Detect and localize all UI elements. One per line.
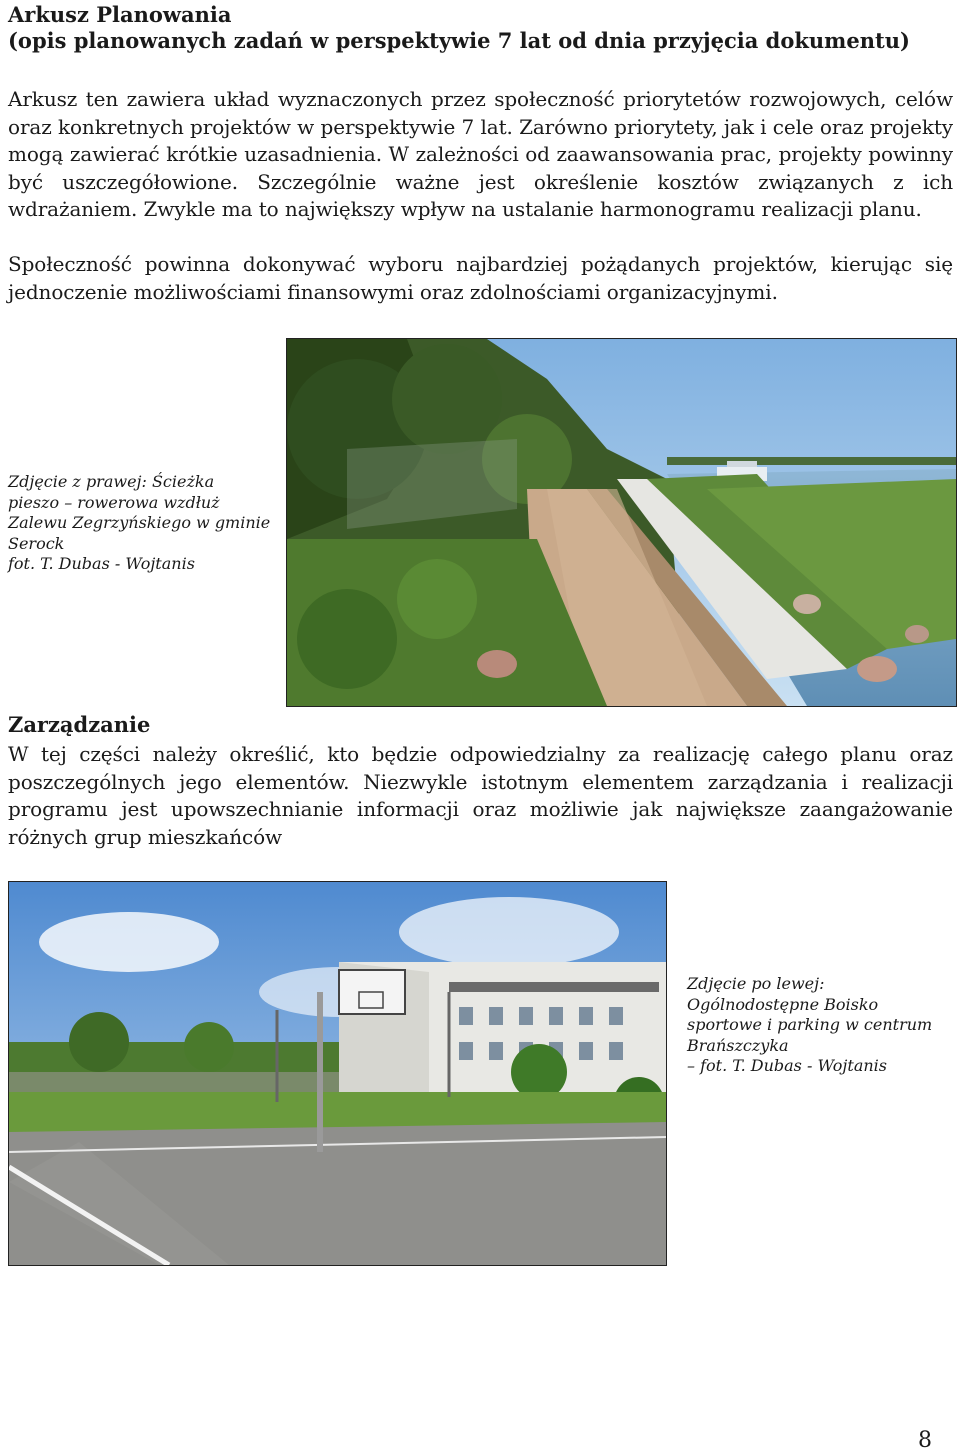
intro-paragraph-1: Arkusz ten zawiera układ wyznaczonych przez społeczność priorytetów rozwojowych, celów oraz konkretnych projektów w perspektywie 7 lat. Zarówno priorytety, jak i cele oraz projekty mogą zawierać krótkie uzasadnienia. W zależności od zaawansowania prac, projekty powinny być uszczegółowione. Szczególnie ważne jest określenie kosztów związanych z ich wdrażaniem. Zwykle ma to największy wpływ na ustalanie harmonogramu realizacji planu. bbox=[8, 87, 953, 221]
photo2-caption bbox=[687, 974, 947, 1077]
intro-paragraph-2: Społeczność powinna dokonywać wyboru najbardziej pożądanych projektów, kierując się jednoczenie możliwościami finansowymi oraz zdolnościami organizacyjnymi. bbox=[8, 252, 953, 304]
photo1-caption-line-5: fot. T. Dubas - Wojtanis bbox=[8, 554, 195, 573]
sports-field-photo bbox=[8, 881, 667, 1266]
management-heading: Zarządzanie bbox=[8, 712, 151, 737]
photo2-caption-line-2: Ogólnodostępne Boisko bbox=[687, 994, 879, 1014]
photo2-caption-line-3: sportowe i parking w centrum bbox=[687, 1015, 933, 1034]
page-number: 8 bbox=[918, 1428, 932, 1453]
photo1-caption bbox=[8, 472, 278, 575]
title-line-1: Arkusz Planowania bbox=[8, 2, 232, 27]
photo2-caption-line-1: Zdjęcie po lewej: bbox=[687, 974, 825, 993]
management-paragraph: W tej części należy określić, kto będzie odpowiedzialny za realizację całego planu oraz poszczególnych jego elementów. Niezwykle istotnym elementem zarządzania i realizacji programu jest upowszechnianie informacji oraz możliwie jak największe zaangażowanie różnych grup mieszkańców bbox=[8, 742, 953, 849]
photo1-caption-line-2: pieszo – rowerowa wzdłuż bbox=[8, 492, 220, 512]
page-title bbox=[8, 2, 953, 54]
lakeside-path-photo bbox=[286, 338, 957, 707]
photo2-caption-line-4: Brańszczyka bbox=[687, 1035, 789, 1055]
photo1-caption-line-1: Zdjęcie z prawej: Ścieżka bbox=[8, 472, 215, 491]
title-line-2: (opis planowanych zadań w perspektywie 7 lat od dnia przyjęcia dokumentu) bbox=[8, 28, 910, 53]
photo1-caption-line-4: Serock bbox=[8, 533, 65, 553]
photo1-caption-line-3: Zalewu Zegrzyńskiego w gminie bbox=[8, 513, 271, 532]
photo2-caption-line-5: – fot. T. Dubas - Wojtanis bbox=[687, 1056, 887, 1075]
